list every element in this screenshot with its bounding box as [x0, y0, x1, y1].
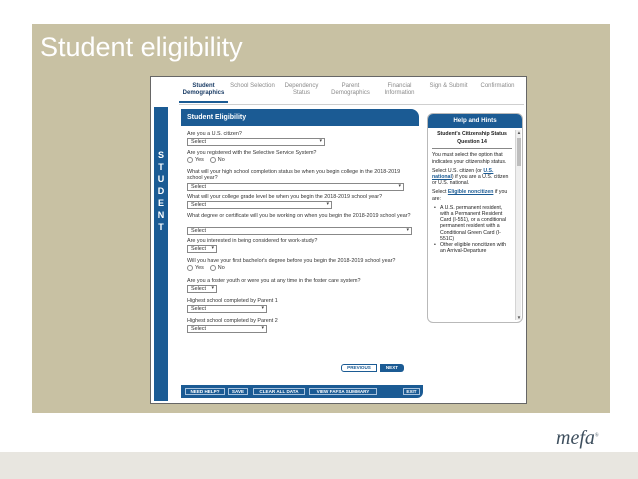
registered-mark: ®	[594, 433, 599, 439]
clear-all-data-button[interactable]: CLEAR ALL DATA	[253, 388, 305, 395]
question-label: Will you have your first bachelor's degree before you begin the 2018-2019 school year?	[187, 258, 396, 264]
next-button[interactable]: NEXT	[380, 364, 404, 372]
select-value: Select	[191, 184, 206, 190]
side-label-letter: E	[157, 198, 164, 208]
eligible-noncitizen-link[interactable]: Eligible noncitizen	[447, 189, 494, 196]
radio-no-label: No	[217, 157, 225, 163]
us-national-link[interactable]: U.S. national	[432, 167, 494, 181]
selective-service-radios	[187, 157, 229, 163]
scroll-thumb[interactable]	[517, 138, 521, 166]
exit-button[interactable]: EXIT	[403, 388, 420, 395]
logo-text: mefa	[556, 427, 595, 449]
help-list-item: • Other eligible noncitizen with an Arrival-Departure	[432, 242, 512, 254]
question-label: Highest school completed by Parent 1	[187, 298, 278, 304]
bottom-toolbar	[181, 385, 423, 398]
step-parent-demographics[interactable]: Parent Demographics	[331, 83, 370, 96]
question-label: What degree or certificate will you be working on when you begin the 2018-2019 school year?	[187, 213, 411, 219]
fafsa-screenshot	[150, 76, 527, 404]
side-label-letter: D	[157, 186, 165, 196]
previous-button[interactable]: PREVIOUS	[341, 364, 377, 372]
radio-yes-label: Yes	[195, 157, 204, 163]
question-label: Are you a foster youth or were you at any time in the foster care system?	[187, 278, 361, 284]
side-label-letter: N	[157, 210, 165, 220]
step-navigation	[151, 77, 527, 107]
question-label: Are you interested in being considered for work-study?	[187, 238, 318, 244]
help-paragraph	[432, 168, 512, 187]
select-value: Select	[191, 286, 206, 292]
side-label-letter: U	[157, 174, 165, 184]
help-subtitle: Student's Citizenship Status	[437, 131, 507, 137]
radio-yes-label: Yes	[195, 265, 204, 271]
side-label-letter: S	[157, 150, 164, 160]
question-label: What will your college grade level be when you begin the 2018-2019 school year?	[187, 194, 383, 200]
mefa-logo	[556, 427, 599, 450]
step-sign-submit[interactable]: Sign & Submit	[429, 83, 468, 89]
scroll-up-icon[interactable]: ▲	[516, 130, 522, 135]
panel-title: Student Eligibility	[181, 109, 419, 126]
step-school-selection[interactable]: School Selection	[230, 83, 275, 89]
chevron-down-icon: ▾	[319, 138, 322, 144]
need-help-button[interactable]: NEED HELP?	[185, 388, 225, 395]
step-confirmation[interactable]: Confirmation	[480, 83, 515, 89]
select-value: Select	[191, 139, 206, 145]
select-value: Select	[191, 306, 206, 312]
radio-no[interactable]	[210, 157, 216, 163]
chevron-down-icon: ▾	[326, 201, 329, 207]
footer-band	[0, 452, 638, 479]
chevron-down-icon: ▾	[211, 285, 214, 291]
parent1-school-select[interactable]	[187, 305, 267, 313]
help-text: Select	[432, 189, 448, 196]
help-question-number: Question 14	[432, 139, 512, 149]
question-label: Are you a U.S. citizen?	[187, 131, 242, 137]
help-title: Help and Hints	[428, 114, 522, 128]
radio-no[interactable]	[210, 265, 216, 271]
help-paragraph: You must select the option that indicates your citizenship status.	[432, 152, 507, 165]
hs-completion-select[interactable]	[187, 183, 404, 191]
chevron-down-icon: ▾	[261, 305, 264, 311]
work-study-select[interactable]	[187, 245, 217, 253]
select-value: Select	[191, 202, 206, 208]
step-dependency-status[interactable]: Dependency Status	[284, 83, 319, 96]
radio-no-label: No	[217, 265, 225, 271]
grade-level-select[interactable]	[187, 201, 332, 209]
radio-yes[interactable]	[187, 157, 193, 163]
question-label: Highest school completed by Parent 2	[187, 318, 278, 324]
question-label: What will your high school completion status be when you begin college in the 2018-2019 school year?	[187, 169, 401, 181]
chevron-down-icon: ▾	[211, 245, 214, 251]
help-body	[428, 128, 522, 256]
scroll-down-icon[interactable]: ▼	[516, 315, 522, 320]
help-text: Select U.S. citizen (or	[432, 167, 484, 174]
select-value: Select	[191, 228, 206, 234]
help-text: ) if you are a U.S. citizen or U.S. national.	[432, 174, 509, 187]
foster-youth-select[interactable]	[187, 285, 217, 293]
view-fafsa-summary-button[interactable]: VIEW FAFSA SUMMARY	[309, 388, 377, 395]
section-side-label	[154, 149, 168, 233]
step-divider	[179, 104, 524, 105]
save-button[interactable]: SAVE	[228, 388, 248, 395]
degree-select[interactable]	[187, 227, 412, 235]
help-list-item: • A U.S. permanent resident, with a Permanent Resident Card (I-551), or a conditional permanent resident with a Conditional Green Card (I-551C)	[432, 205, 512, 242]
help-panel	[427, 113, 523, 323]
question-label: Are you registered with the Selective Service System?	[187, 150, 317, 156]
side-label-letter: T	[158, 222, 164, 232]
citizen-select[interactable]	[187, 138, 325, 146]
help-scrollbar[interactable]	[515, 130, 521, 320]
step-student-demographics[interactable]: Student Demographics	[179, 77, 228, 103]
chevron-down-icon: ▾	[406, 227, 409, 233]
slide-title: Student eligibility	[40, 32, 243, 62]
radio-yes[interactable]	[187, 265, 193, 271]
help-paragraph	[432, 189, 512, 201]
help-text: if you are:	[432, 189, 508, 202]
step-financial-information[interactable]: Financial Information	[384, 83, 415, 96]
select-value: Select	[191, 326, 206, 332]
side-label-letter: T	[158, 162, 164, 172]
bachelors-radios	[187, 265, 229, 271]
student-eligibility-panel	[181, 109, 419, 371]
chevron-down-icon: ▾	[398, 183, 401, 189]
chevron-down-icon: ▾	[261, 325, 264, 331]
parent2-school-select[interactable]	[187, 325, 267, 333]
select-value: Select	[191, 246, 206, 252]
